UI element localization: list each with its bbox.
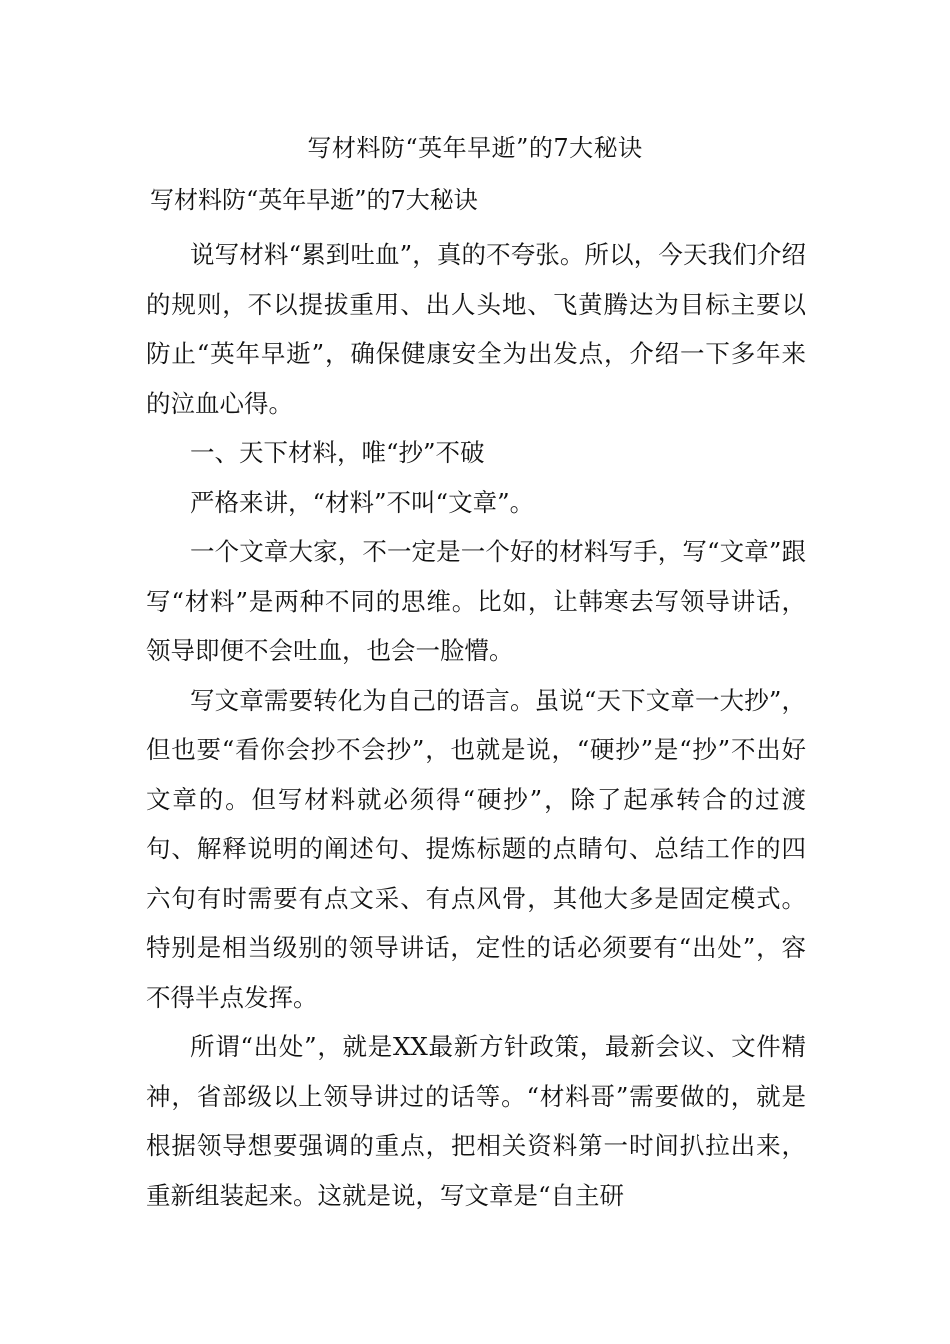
paragraph-5: 所谓“出处”，就是XX最新方针政策，最新会议、文件精神，省部级以上领导讲过的话等。“材料哥”需要做的，就是根据领导想要强调的重点，把相关资料第一时间扒拉出来，重新组装起来。这就是说，写文章是“自主研 (146, 1032, 806, 1210)
document-subtitle: 写材料防“英年早逝”的7大秘诀 (150, 186, 478, 214)
document-body (146, 230, 806, 1220)
paragraph-2: 严格来讲，“材料”不叫“文章”。 (190, 487, 535, 517)
section-heading-1: 一、天下材料，唯“抄”不破 (190, 438, 485, 467)
paragraph-3: 一个文章大家，不一定是一个好的材料写手，写“文章”跟写“材料”是两种不同的思维。比如，让韩寒去写领导讲话，领导即便不会吐血，也会一脸懵。 (146, 537, 806, 665)
page-title: 写材料防“英年早逝”的7大秘诀 (307, 134, 643, 162)
paragraph-4: 写文章需要转化为自己的语言。虽说“天下文章一大抄”，但也要“看你会抄不会抄”，也就是说，“硬抄”是“抄”不出好文章的。但写材料就必须得“硬抄”，除了起承转合的过渡句、解释说明的阐述句、提炼标题的点睛句、总结工作的四六句有时需要有点文采、有点风骨，其他大多是固定模式。特别是相当级别的领导讲话，定性的话必须要有“出处”，容不得半点发挥。 (146, 685, 806, 1012)
paragraph-intro: 说写材料“累到吐血”，真的不夸张。所以，今天我们介绍的规则，不以提拔重用、出人头地、飞黄腾达为目标主要以防止“英年早逝”，确保健康安全为出发点，介绍一下多年来的泣血心得。 (146, 240, 806, 418)
